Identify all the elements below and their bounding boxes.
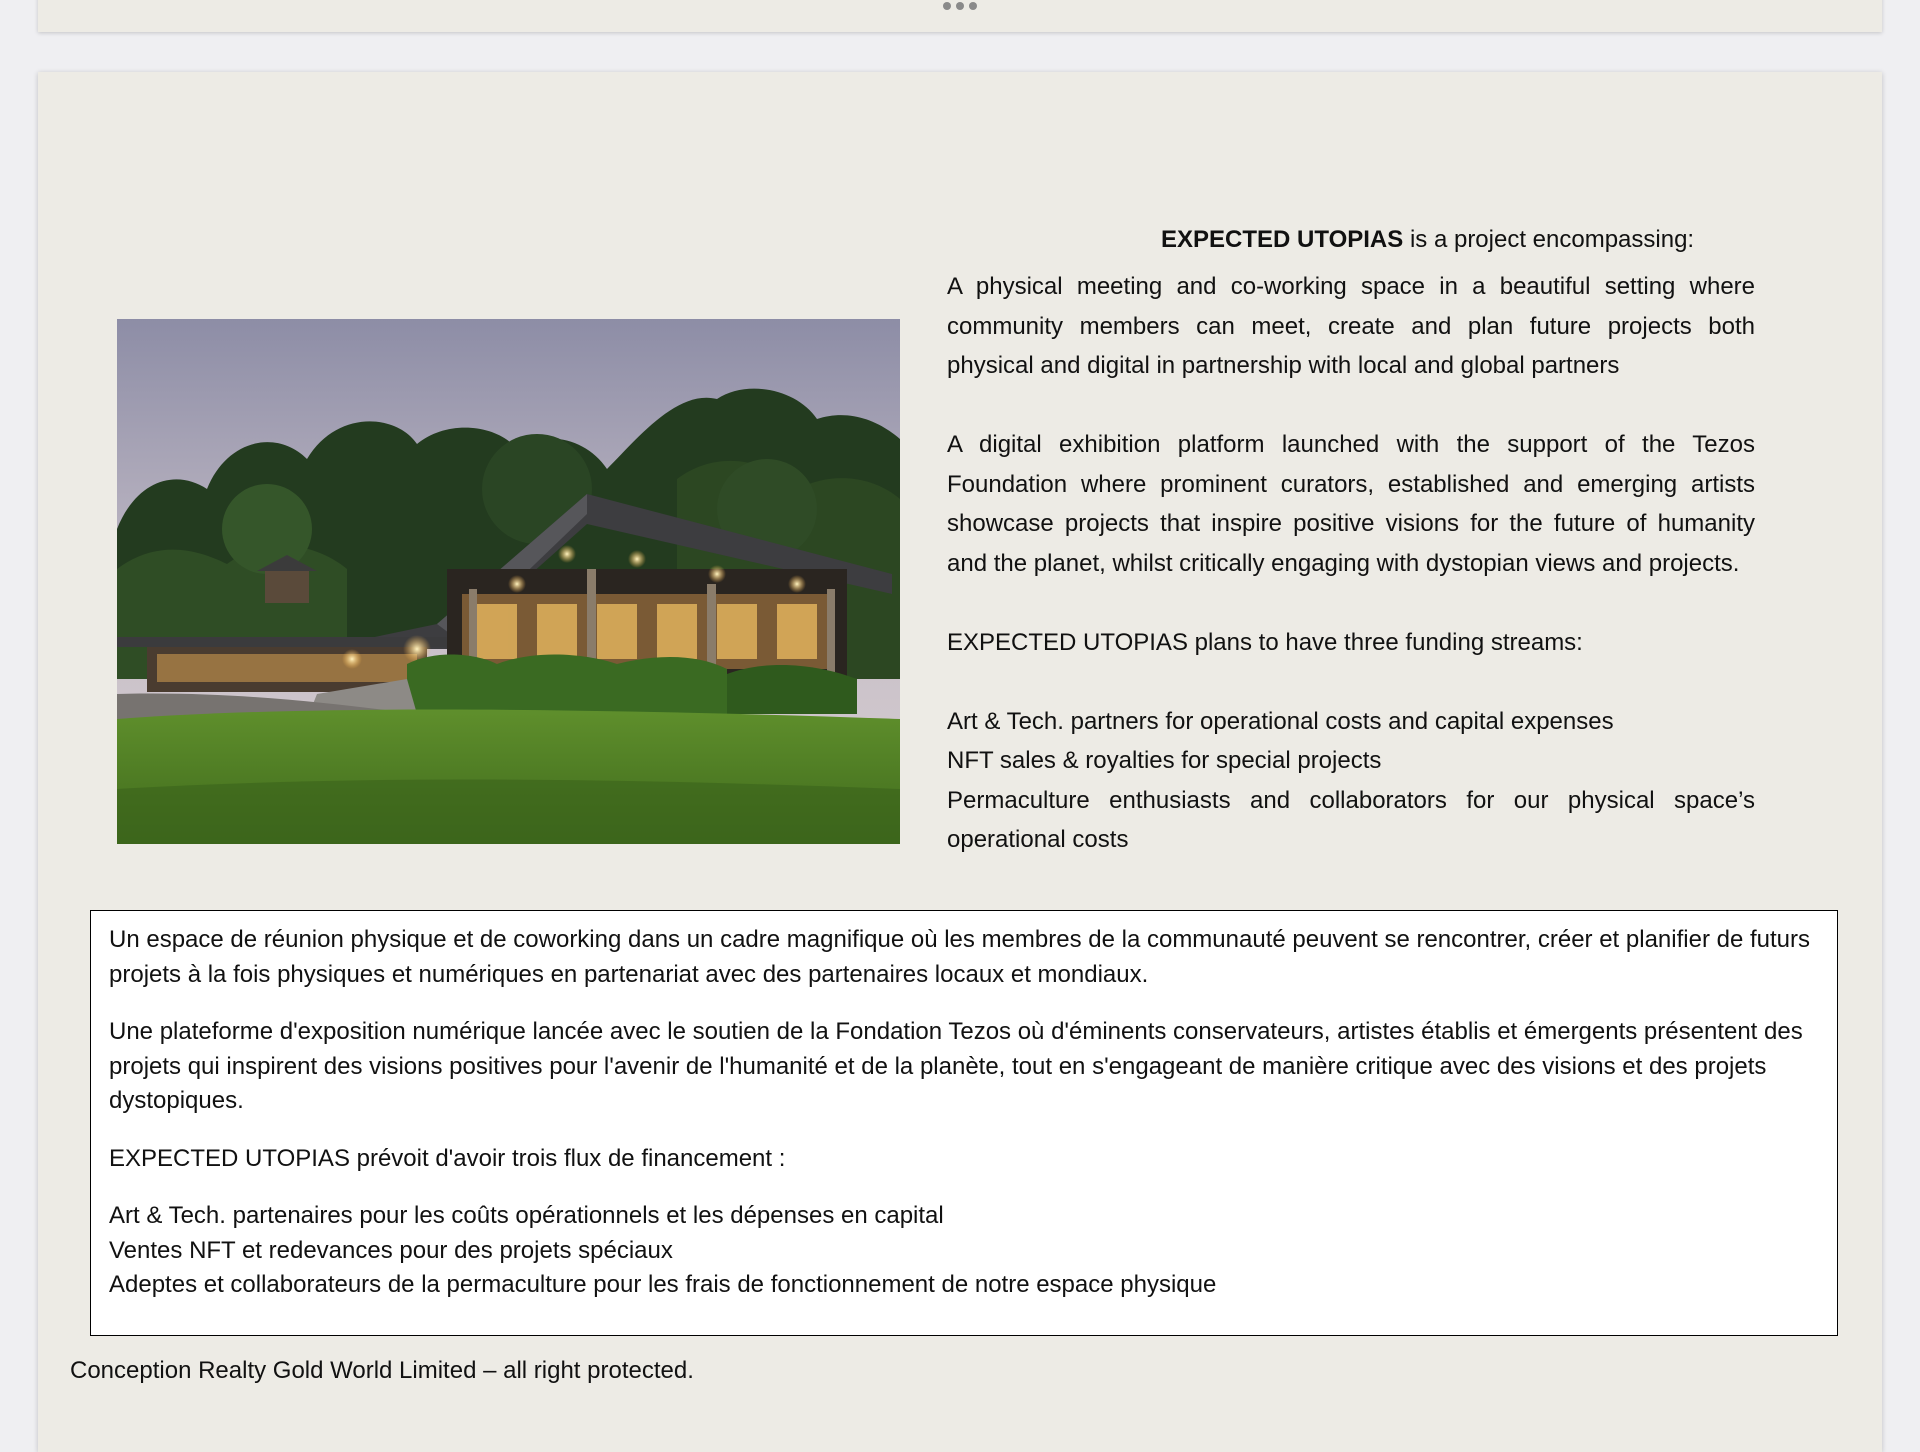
en-funding-stream-1: Art & Tech. partners for operational costs and capital expenses [947,707,1614,735]
fr-funding-stream-3: Adeptes et collaborateurs de la permaculture pour les frais de fonctionnement de notre espace physique [109,1271,1217,1298]
heading-rest: is a project encompassing: [1403,226,1695,253]
fr-funding-stream-2: Ventes NFT et redevances pour des projets spéciaux [109,1236,673,1264]
more-icon[interactable] [943,2,977,10]
fr-paragraph-physical-space: Un espace de réunion physique et de coworking dans un cadre magnifique où les membres de la communauté peuvent se rencontrer, créer et planifier de futurs projets à la fois physiques et numériques en partenariat avec des partenaires locaux et mondiaux. [109,926,1810,988]
fr-funding-stream-1: Art & Tech. partenaires pour les coûts opérationnels et les dépenses en capital [109,1202,944,1229]
en-funding-stream-3: Permaculture enthusiasts and collaborators for our physical space’s operational costs [947,786,1755,853]
previous-page-edge [38,0,1882,32]
resort-photo [117,319,900,844]
document-page [38,72,1882,1452]
fr-paragraph-digital-platform: Une plateforme d'exposition numérique lancée avec le soutien de la Fondation Tezos où d'éminents conservateurs, artistes établis et émergents présentent des projets qui inspirent des visions positives pour l'avenir de l'humanité et de la planète, tout en s'engageant de manière critique avec des visions et des projets dystopiques. [109,1018,1803,1114]
en-paragraph-digital-platform: A digital exhibition platform launched with the support of the Tezos Foundation where prominent curators, established and emerging artists showcase projects that inspire positive visions for the future of humanity and the planet, whilst critically engaging with dystopian views and projects. [947,431,1755,577]
en-paragraph-physical-space: A physical meeting and co-working space in a beautiful setting where community members can meet, create and plan future projects both physical and digital in partnership with local and global partners [947,273,1755,379]
en-paragraph-funding-intro: EXPECTED UTOPIAS plans to have three funding streams: [947,628,1583,656]
en-funding-stream-2: NFT sales & royalties for special projects [947,747,1382,774]
project-heading [1161,226,1694,254]
english-description [947,267,1755,860]
french-translation-box [90,910,1838,1336]
fr-paragraph-funding-intro: EXPECTED UTOPIAS prévoit d'avoir trois flux de financement : [109,1144,786,1172]
heading-title-bold: EXPECTED UTOPIAS [1161,226,1404,253]
copyright-footer: Conception Realty Gold World Limited – all right protected. [70,1357,694,1384]
